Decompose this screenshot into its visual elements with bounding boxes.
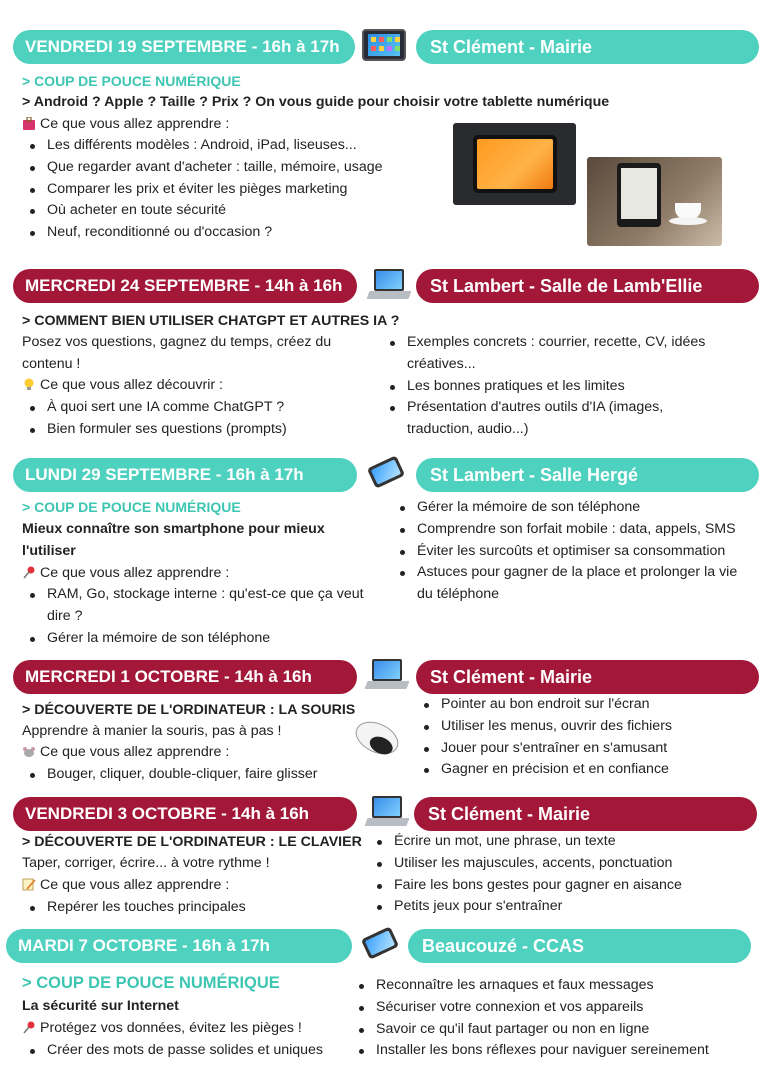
memo-icon xyxy=(22,878,36,891)
list-item: Astuces pour gagner de la place et prolonger la vie du téléphone xyxy=(392,562,752,606)
mouse-icon xyxy=(352,716,402,758)
list-item: À quoi sert une IA comme ChatGPT ? xyxy=(22,397,367,419)
list-item: Que regarder avant d'acheter : taille, mémoire, usage xyxy=(22,157,442,179)
event-2-date: MERCREDI 24 SEPTEMBRE - 14h à 16h xyxy=(13,269,357,303)
event-5-location: St Clément - Mairie xyxy=(414,797,757,831)
list-item: Écrire un mot, une phrase, un texte xyxy=(369,831,749,853)
list-item: Pointer au bon endroit sur l'écran xyxy=(416,694,756,716)
event-6-date: MARDI 7 OCTOBRE - 16h à 17h xyxy=(6,929,352,963)
event-3-bullets-right xyxy=(392,497,752,606)
event-4-intro: Ce que vous allez apprendre : xyxy=(22,742,229,764)
list-item: Créer des mots de passe solides et uniques xyxy=(22,1040,367,1062)
list-item: Reconnaître les arnaques et faux messages xyxy=(351,975,756,997)
event-2-bullets-right xyxy=(382,332,732,441)
lightbulb-icon xyxy=(22,378,36,391)
event-2-headline: > COMMENT BIEN UTILISER CHATGPT ET AUTRES IA ? xyxy=(22,313,400,329)
list-item: Gagner en précision et en confiance xyxy=(416,759,756,781)
event-2-intro: Ce que vous allez découvrir : xyxy=(22,375,223,397)
event-5-bullets-right xyxy=(369,831,749,918)
event-4-headline: > DÉCOUVERTE DE L'ORDINATEUR : LA SOURIS xyxy=(22,702,356,718)
list-item: RAM, Go, stockage interne : qu'est-ce que ça veut dire ? xyxy=(22,584,367,628)
phone-icon xyxy=(360,928,400,962)
tablet-photo xyxy=(453,123,576,205)
shopping-bag-icon xyxy=(22,117,36,130)
event-3-date: LUNDI 29 SEPTEMBRE - 16h à 17h xyxy=(13,458,357,492)
event-4-location: St Clément - Mairie xyxy=(416,660,759,694)
list-item: Comparer les prix et éviter les pièges marketing xyxy=(22,179,442,201)
pushpin-icon xyxy=(22,566,36,579)
event-6-bullets-right xyxy=(351,975,756,1062)
list-item: Comprendre son forfait mobile : data, appels, SMS xyxy=(392,519,752,541)
event-5-headline: > DÉCOUVERTE DE L'ORDINATEUR : LE CLAVIER xyxy=(22,834,362,850)
event-6-kicker: > COUP DE POUCE NUMÉRIQUE xyxy=(22,974,280,992)
laptop-icon xyxy=(366,796,408,832)
list-item: Les différents modèles : Android, iPad, liseuses... xyxy=(22,135,442,157)
event-4-date: MERCREDI 1 OCTOBRE - 14h à 16h xyxy=(13,660,357,694)
event-3-kicker: > COUP DE POUCE NUMÉRIQUE xyxy=(22,499,241,515)
event-5-intro: Ce que vous allez apprendre : xyxy=(22,875,229,897)
list-item: Repérer les touches principales xyxy=(22,897,367,919)
event-3-intro: Ce que vous allez apprendre : xyxy=(22,563,229,585)
list-item: Gérer la mémoire de son téléphone xyxy=(22,628,367,650)
event-1-date: VENDREDI 19 SEPTEMBRE - 16h à 17h xyxy=(13,30,355,64)
mouse-emoji-icon xyxy=(22,745,36,758)
list-item: Où acheter en toute sécurité xyxy=(22,200,442,222)
list-item: Installer les bons réflexes pour naviguer sereinement xyxy=(351,1040,756,1062)
laptop-icon xyxy=(368,269,410,305)
event-6-bullets-left xyxy=(22,1040,367,1062)
list-item: Les bonnes pratiques et les limites xyxy=(382,376,732,398)
list-item: Présentation d'autres outils d'IA (images, traduction, audio...) xyxy=(382,397,732,441)
list-item: Éviter les surcoûts et optimiser sa consommation xyxy=(392,541,752,563)
event-4-bullets-left xyxy=(22,764,367,786)
event-1-headline: > Android ? Apple ? Taille ? Prix ? On vous guide pour choisir votre tablette numérique xyxy=(22,94,610,110)
event-1-kicker: > COUP DE POUCE NUMÉRIQUE xyxy=(22,73,241,89)
list-item: Jouer pour s'entraîner en s'amusant xyxy=(416,738,756,760)
event-4-bullets-right xyxy=(416,694,756,781)
list-item: Bien formuler ses questions (prompts) xyxy=(22,419,367,441)
list-item: Faire les bons gestes pour gagner en aisance xyxy=(369,875,749,897)
list-item: Utiliser les menus, ouvrir des fichiers xyxy=(416,716,756,738)
event-5-lead: Taper, corriger, écrire... à votre rythme ! xyxy=(22,855,270,871)
list-item: Sécuriser votre connexion et vos appareils xyxy=(351,997,756,1019)
event-3-headline: Mieux connaître son smartphone pour mieux l'utiliser xyxy=(22,521,325,559)
event-5-date: VENDREDI 3 OCTOBRE - 14h à 16h xyxy=(13,797,357,831)
pushpin-icon xyxy=(22,1021,36,1034)
event-6-intro: Protégez vos données, évitez les pièges ! xyxy=(22,1018,302,1040)
event-1-location: St Clément - Mairie xyxy=(416,30,759,64)
phone-icon xyxy=(366,457,406,491)
event-6-location: Beaucouzé - CCAS xyxy=(408,929,751,963)
event-1-intro: Ce que vous allez apprendre : xyxy=(22,114,229,136)
list-item: Exemples concrets : courrier, recette, CV, idées créatives... xyxy=(382,332,732,376)
event-3-location: St Lambert - Salle Hergé xyxy=(416,458,759,492)
list-item: Utiliser les majuscules, accents, ponctuation xyxy=(369,853,749,875)
list-item: Neuf, reconditionné ou d'occasion ? xyxy=(22,222,442,244)
event-1-bullets xyxy=(22,135,442,244)
laptop-icon xyxy=(366,659,408,695)
event-3-bullets-left xyxy=(22,584,367,649)
list-item: Bouger, cliquer, double-cliquer, faire glisser xyxy=(22,764,367,786)
event-2-location: St Lambert - Salle de Lamb'Ellie xyxy=(416,269,759,303)
event-2-bullets-left xyxy=(22,397,367,441)
tablet-icon xyxy=(362,29,406,61)
event-4-lead: Apprendre à manier la souris, pas à pas ! xyxy=(22,723,282,739)
list-item: Petits jeux pour s'entraîner xyxy=(369,896,749,918)
list-item: Savoir ce qu'il faut partager ou non en ligne xyxy=(351,1019,756,1041)
event-2-lead: Posez vos questions, gagnez du temps, créez du contenu ! xyxy=(22,334,332,372)
list-item: Gérer la mémoire de son téléphone xyxy=(392,497,752,519)
event-6-headline: La sécurité sur Internet xyxy=(22,998,179,1014)
ereader-photo xyxy=(587,157,722,246)
event-5-bullets-left xyxy=(22,897,367,919)
